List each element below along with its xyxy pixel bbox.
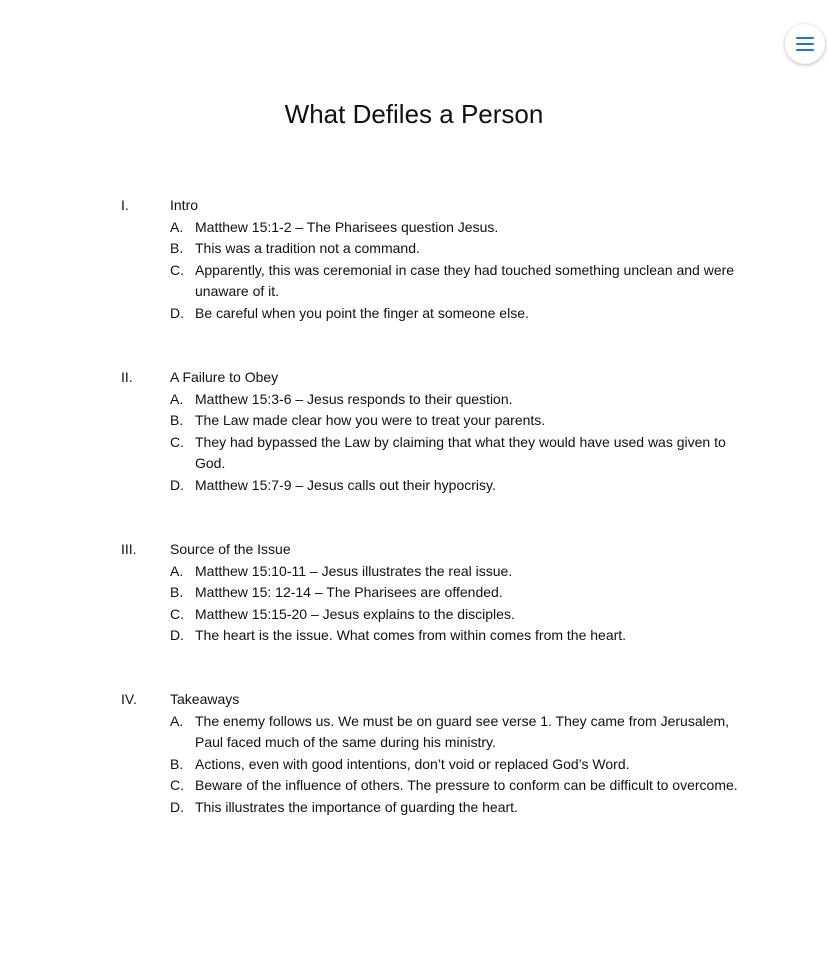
item-letter: A.: [170, 390, 184, 407]
section-heading: Intro: [170, 197, 199, 213]
outline-items: [170, 711, 740, 819]
outline-item: [170, 561, 740, 583]
item-text: Matthew 15: 12-14 – The Pharisees are offended.: [195, 584, 503, 600]
outline-item: [170, 625, 740, 647]
outline-item: [170, 260, 740, 303]
hamburger-menu-icon-bar: [796, 43, 814, 45]
item-letter: B.: [170, 412, 184, 428]
item-text: The enemy follows us. We must be on guard see verse 1. They came from Jerusalem, Paul faced much of the same during his ministry.: [195, 712, 730, 750]
item-text: Be careful when you point the finger at someone else.: [195, 304, 529, 321]
outline-item: [170, 754, 740, 776]
item-letter: B.: [170, 584, 184, 600]
outline-item: [170, 303, 740, 325]
section-numeral: II.: [121, 369, 133, 385]
item-letter: D.: [170, 627, 184, 643]
menu-button[interactable]: [785, 24, 825, 64]
item-letter: A.: [170, 712, 184, 729]
section-heading: A Failure to Obey: [170, 369, 279, 385]
outline-items: [170, 561, 740, 647]
document-title: What Defiles a Person: [284, 99, 544, 129]
item-text: Beware of the influence of others. The pressure to conform can be difficult to overcome.: [195, 777, 738, 793]
item-letter: B.: [170, 240, 184, 256]
item-text: This was a tradition not a command.: [195, 240, 420, 256]
section-numeral: IV.: [121, 691, 137, 707]
item-letter: C.: [170, 261, 184, 278]
hamburger-menu-icon-bar: [796, 49, 814, 51]
outline-item: [170, 217, 740, 239]
outline-item: [170, 604, 740, 626]
outline-item: [170, 389, 740, 411]
item-text: Matthew 15:3-6 – Jesus responds to their question.: [195, 390, 513, 407]
outline-item: [170, 410, 740, 432]
section-numeral: I.: [121, 197, 129, 213]
outline-item: [170, 432, 740, 475]
outline-item: [170, 238, 740, 260]
item-letter: D.: [170, 798, 184, 815]
item-letter: C.: [170, 433, 184, 450]
outline-item: [170, 711, 740, 754]
item-letter: D.: [170, 476, 184, 493]
item-text: Matthew 15:7-9 – Jesus calls out their hypocrisy.: [195, 476, 496, 493]
outline-items: [170, 389, 740, 497]
section-heading: Source of the Issue: [170, 541, 291, 557]
item-text: The heart is the issue. What comes from within comes from the heart.: [195, 627, 627, 643]
item-text: This illustrates the importance of guarding the heart.: [195, 798, 518, 815]
item-text: Actions, even with good intentions, don’t void or replaced God’s Word.: [195, 755, 630, 772]
item-text: Matthew 15:15-20 – Jesus explains to the disciples.: [195, 605, 515, 622]
item-letter: A.: [170, 562, 184, 579]
item-letter: C.: [170, 605, 184, 622]
section-numeral: III.: [121, 541, 137, 557]
item-text: The Law made clear how you were to treat your parents.: [195, 412, 546, 428]
item-text: Matthew 15:1-2 – The Pharisees question Jesus.: [195, 218, 499, 235]
outline-item: [170, 582, 740, 604]
item-letter: B.: [170, 755, 184, 772]
outline-item: [170, 775, 740, 797]
outline-item: [170, 475, 740, 497]
item-letter: D.: [170, 304, 184, 321]
item-text: Apparently, this was ceremonial in case they had touched something unclean and were unaware of it.: [195, 261, 735, 299]
outline-items: [170, 217, 740, 325]
hamburger-menu-icon: [796, 37, 814, 39]
item-letter: A.: [170, 218, 184, 235]
outline-item: [170, 797, 740, 819]
item-text: They had bypassed the Law by claiming that what they would have used was given to God.: [195, 433, 726, 471]
section-heading: Takeaways: [170, 691, 240, 707]
item-letter: C.: [170, 777, 184, 793]
item-text: Matthew 15:10-11 – Jesus illustrates the real issue.: [195, 562, 513, 579]
